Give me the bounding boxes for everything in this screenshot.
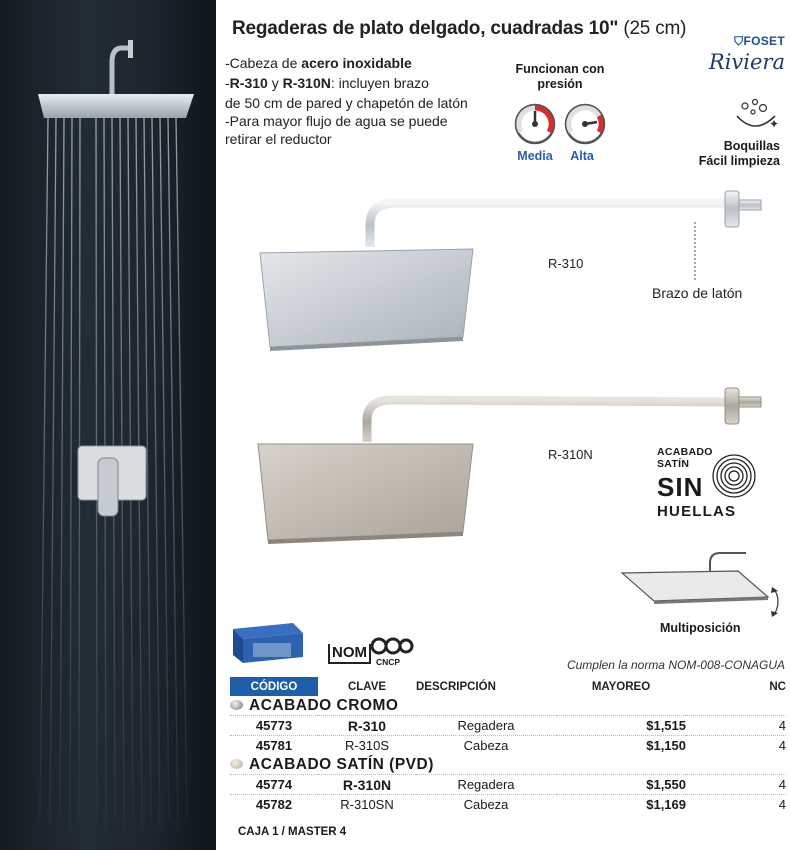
cell-clave: R-310S — [318, 736, 416, 756]
table-header — [230, 677, 786, 696]
pressure-gauges — [511, 102, 611, 148]
gauge-label-alta: Alta — [570, 149, 594, 163]
cell-price: $1,515 — [556, 716, 686, 736]
section-cromo — [230, 696, 786, 716]
packaging-footer: CAJA 1 / MASTER 4 — [238, 826, 347, 838]
product-r310n-label: R-310N — [548, 447, 593, 462]
cell-code: 45773 — [230, 716, 318, 736]
title-size: (25 cm) — [623, 18, 687, 39]
brand-foset — [705, 34, 785, 49]
section-title: ACABADO CROMO — [249, 696, 399, 714]
multiposition-label: Multiposición — [660, 621, 741, 635]
cell-price: $1,150 — [556, 736, 686, 756]
cell-desc: Regadera — [416, 716, 556, 736]
nozzles-line-2: Fácil limpieza — [698, 154, 780, 168]
cell-desc: Cabeza — [416, 736, 556, 756]
gauge-alta-icon — [566, 105, 604, 143]
satin-badge-sin: SIN — [657, 472, 704, 502]
product-box-image — [231, 619, 305, 665]
cncp-logo-icon — [370, 636, 414, 658]
cell-nc: 4 — [686, 795, 786, 815]
shower-lifestyle-photo — [0, 0, 216, 850]
nozzles-label — [670, 139, 780, 169]
svg-text:✦: ✦ — [769, 117, 779, 131]
gauge-label-media: Media — [517, 149, 553, 163]
cell-nc: 4 — [686, 736, 786, 756]
shower-photo-illustration — [0, 0, 216, 850]
brand-logo — [705, 34, 785, 74]
cncp-label: CNCP — [376, 657, 401, 667]
header-clave: CLAVE — [347, 680, 387, 693]
satin-badge-line-2: SATÍN — [657, 458, 690, 470]
header-code: CÓDIGO — [230, 677, 318, 696]
title-main: Regaderas de plato delgado, cuadradas 10" — [232, 18, 619, 39]
arm-label: Brazo de latón — [652, 285, 743, 301]
section-satin — [230, 755, 786, 775]
brand-name: FOSET — [743, 34, 785, 48]
page-title — [232, 18, 686, 40]
price-table — [230, 677, 786, 814]
product-r310n-image — [255, 380, 775, 550]
brand-collection: Riviera — [708, 50, 785, 74]
table-row — [230, 736, 786, 756]
satin-badge-line-1: ACABADO — [657, 446, 713, 458]
feature-line-5: retirar el reductor — [225, 131, 332, 147]
table-row — [230, 775, 786, 795]
satin-badge-huellas: HUELLAS — [657, 503, 737, 520]
nozzles-line-1: Boquillas — [723, 139, 780, 153]
cell-clave: R-310 — [318, 716, 416, 736]
cell-clave: R-310SN — [318, 795, 416, 815]
cell-desc: Regadera — [416, 775, 556, 795]
pressure-title: Funcionan con presión — [515, 62, 605, 91]
cell-code: 45774 — [230, 775, 318, 795]
arm-pointer-line — [690, 222, 700, 282]
cell-price: $1,169 — [556, 795, 686, 815]
feature-line-2: -R-310 y R-310N: incluyen brazo — [225, 75, 429, 91]
table-row — [230, 716, 786, 736]
nozzles-clean-icon — [733, 96, 779, 136]
cell-clave: R-310N — [318, 775, 416, 795]
feature-line-4: -Para mayor flujo de agua se puede — [225, 113, 448, 129]
header-nc: NC — [769, 680, 786, 693]
nom-seal: NOM — [328, 644, 371, 664]
feature-line-3: de 50 cm de pared y chapetón de latón — [225, 95, 468, 111]
satin-swatch-icon — [230, 759, 243, 769]
product-r310-label: R-310 — [548, 256, 584, 271]
cell-nc: 4 — [686, 716, 786, 736]
cromo-swatch-icon — [230, 700, 243, 710]
cell-desc: Cabeza — [416, 795, 556, 815]
cell-code: 45781 — [230, 736, 318, 756]
multiposition-icon — [618, 545, 786, 620]
fingerprint-icon — [710, 452, 758, 500]
cell-nc: 4 — [686, 775, 786, 795]
cell-price: $1,550 — [556, 775, 686, 795]
gauge-media-icon — [516, 105, 554, 143]
foset-logo-icon: ⛉ — [734, 34, 744, 48]
section-title: ACABADO SATÍN (PVD) — [249, 755, 434, 773]
norma-compliance-text: Cumplen la norma NOM-008-CONAGUA — [566, 658, 785, 672]
feature-line-1: -Cabeza de acero inoxidable — [225, 55, 412, 71]
header-desc: DESCRIPCIÓN — [416, 680, 496, 693]
table-row — [230, 795, 786, 815]
cell-code: 45782 — [230, 795, 318, 815]
header-price: MAYOREO — [591, 680, 651, 693]
